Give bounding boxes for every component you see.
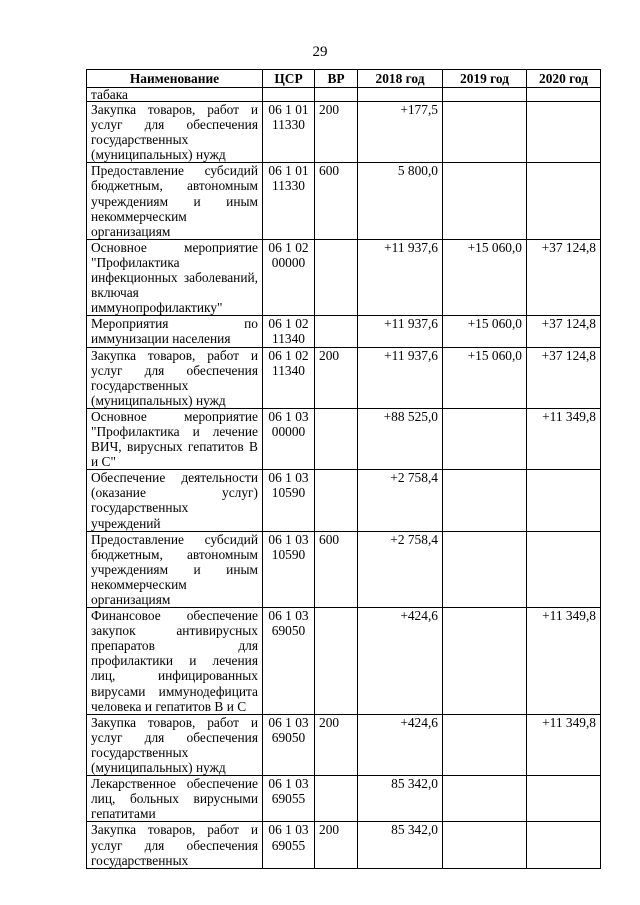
cell-2020: +11 349,8 [527, 714, 601, 775]
cell-2020 [527, 822, 601, 868]
cell-vr [315, 608, 358, 715]
cell-2019 [443, 608, 527, 715]
cell-name: Предоставление субсидий бюджетным, автономным учреждениям и иным некоммерческим организациям [87, 163, 263, 239]
cell-name: Основное мероприятие "Профилактика и лечение ВИЧ, вирусных гепатитов В и С" [87, 408, 263, 469]
cell-2018 [358, 88, 443, 102]
cell-2018: +11 937,6 [358, 347, 443, 408]
cell-vr: 600 [315, 531, 358, 607]
page-number: 29 [312, 44, 328, 60]
cell-vr [315, 408, 358, 469]
cell-csr [263, 88, 315, 102]
header-2018: 2018 год [358, 70, 443, 88]
cell-vr [315, 470, 358, 531]
cell-csr: 06 1 01 11330 [263, 102, 315, 163]
table-row [87, 163, 601, 239]
cell-2019 [443, 470, 527, 531]
cell-vr [315, 88, 358, 102]
cell-name: табака [87, 88, 263, 102]
table-row [87, 608, 601, 715]
cell-2020: +37 124,8 [527, 347, 601, 408]
cell-vr: 200 [315, 714, 358, 775]
cell-2018: +88 525,0 [358, 408, 443, 469]
cell-csr: 06 1 03 69055 [263, 822, 315, 868]
cell-vr: 200 [315, 822, 358, 868]
cell-2019 [443, 163, 527, 239]
cell-csr: 06 1 02 11340 [263, 347, 315, 408]
cell-vr: 200 [315, 102, 358, 163]
table-row [87, 776, 601, 822]
table-row [87, 531, 601, 607]
cell-name: Основное мероприятие "Профилактика инфекционных заболеваний, включая иммунопрофилактику" [87, 239, 263, 315]
cell-2019 [443, 776, 527, 822]
cell-2018: +2 758,4 [358, 531, 443, 607]
cell-2020: +11 349,8 [527, 608, 601, 715]
cell-2020: +37 124,8 [527, 239, 601, 315]
cell-2020 [527, 102, 601, 163]
table-row [87, 347, 601, 408]
cell-2018: +11 937,6 [358, 316, 443, 347]
table-row [87, 470, 601, 531]
table-row [87, 102, 601, 163]
cell-csr: 06 1 03 10590 [263, 531, 315, 607]
cell-name: Лекарственное обеспечение лиц, больных вирусными гепатитами [87, 776, 263, 822]
cell-csr: 06 1 02 11340 [263, 316, 315, 347]
cell-2020: +37 124,8 [527, 316, 601, 347]
cell-vr [315, 776, 358, 822]
cell-name: Закупка товаров, работ и услуг для обеспечения государственных [87, 822, 263, 868]
cell-2018: 85 342,0 [358, 776, 443, 822]
cell-csr: 06 1 01 11330 [263, 163, 315, 239]
cell-2018: +424,6 [358, 714, 443, 775]
table-row [87, 239, 601, 315]
cell-2019: +15 060,0 [443, 347, 527, 408]
cell-2019 [443, 531, 527, 607]
cell-2019: +15 060,0 [443, 316, 527, 347]
cell-2020 [527, 470, 601, 531]
cell-2019: +15 060,0 [443, 239, 527, 315]
budget-table [86, 69, 601, 869]
cell-2019 [443, 88, 527, 102]
cell-name: Мероприятия по иммунизации населения [87, 316, 263, 347]
cell-2020 [527, 163, 601, 239]
cell-2019 [443, 102, 527, 163]
table-row [87, 408, 601, 469]
cell-2019 [443, 822, 527, 868]
cell-csr: 06 1 03 69050 [263, 714, 315, 775]
cell-csr: 06 1 03 00000 [263, 408, 315, 469]
cell-2020 [527, 88, 601, 102]
cell-name: Закупка товаров, работ и услуг для обеспечения государственных (муниципальных) нужд [87, 347, 263, 408]
table-body [87, 88, 601, 869]
header-2019: 2019 год [443, 70, 527, 88]
table-row [87, 316, 601, 347]
cell-csr: 06 1 02 00000 [263, 239, 315, 315]
cell-name: Закупка товаров, работ и услуг для обеспечения государственных (муниципальных) нужд [87, 102, 263, 163]
header-2020: 2020 год [527, 70, 601, 88]
table-row [87, 88, 601, 102]
table-row [87, 714, 601, 775]
cell-name: Закупка товаров, работ и услуг для обеспечения государственных (муниципальных) нужд [87, 714, 263, 775]
cell-vr [315, 316, 358, 347]
header-csr: ЦСР [263, 70, 315, 88]
cell-vr: 200 [315, 347, 358, 408]
cell-vr [315, 239, 358, 315]
cell-2020 [527, 531, 601, 607]
cell-name: Финансовое обеспечение закупок антивирусных препаратов для профилактики и лечения лиц, инфицированных вирусами иммунодефицита человека и гепатитов В и С [87, 608, 263, 715]
cell-2018: 5 800,0 [358, 163, 443, 239]
header-vr: ВР [315, 70, 358, 88]
cell-2018: +2 758,4 [358, 470, 443, 531]
cell-csr: 06 1 03 69050 [263, 608, 315, 715]
cell-csr: 06 1 03 69055 [263, 776, 315, 822]
cell-name: Предоставление субсидий бюджетным, автономным учреждениям и иным некоммерческим организациям [87, 531, 263, 607]
cell-2019 [443, 714, 527, 775]
cell-2018: +424,6 [358, 608, 443, 715]
table-header-row [87, 70, 601, 88]
header-name: Наименование [87, 70, 263, 88]
cell-csr: 06 1 03 10590 [263, 470, 315, 531]
cell-2018: 85 342,0 [358, 822, 443, 868]
cell-vr: 600 [315, 163, 358, 239]
table-row [87, 822, 601, 868]
cell-2018: +177,5 [358, 102, 443, 163]
cell-2019 [443, 408, 527, 469]
cell-2018: +11 937,6 [358, 239, 443, 315]
cell-2020: +11 349,8 [527, 408, 601, 469]
cell-2020 [527, 776, 601, 822]
cell-name: Обеспечение деятельности (оказание услуг) государственных учреждений [87, 470, 263, 531]
